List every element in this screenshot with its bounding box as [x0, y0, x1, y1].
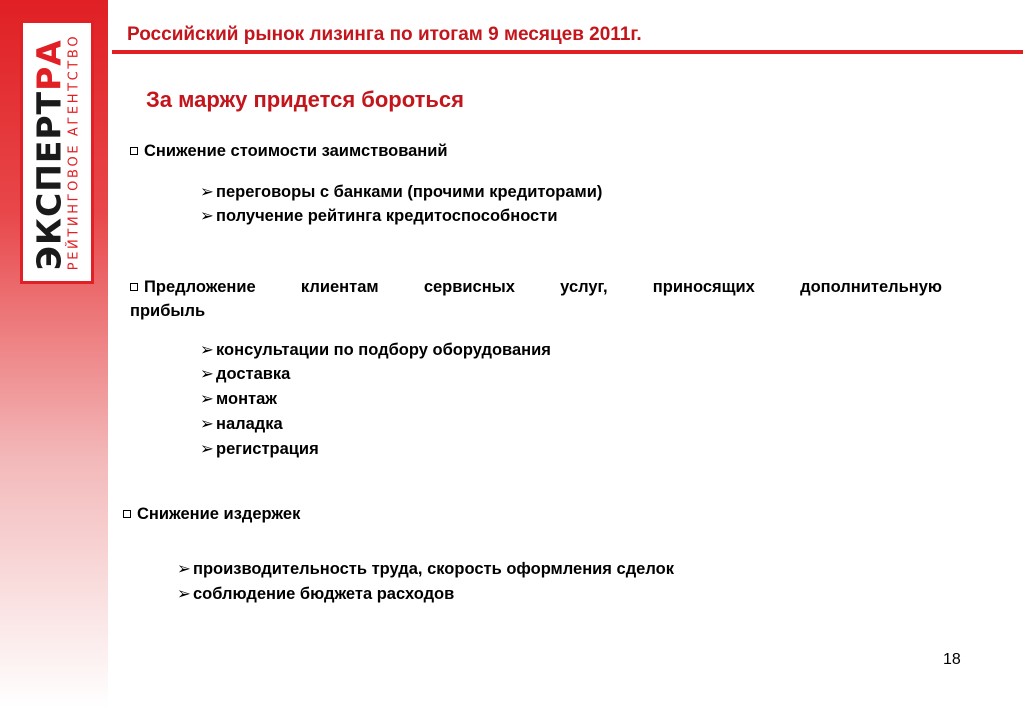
arrow-bullet-icon: ➢ [200, 415, 214, 433]
list-item: ➢ производительность труда, скорость оформления сделок [177, 557, 674, 581]
header-divider [112, 50, 1023, 54]
arrow-bullet-icon: ➢ [200, 390, 214, 408]
logo-subtitle: РЕЙТИНГОВОЕ АГЕНТСТВО [66, 33, 82, 271]
arrow-bullet-icon: ➢ [200, 341, 214, 359]
list-item: ➢ регистрация [200, 437, 319, 461]
arrow-bullet-icon: ➢ [200, 207, 214, 225]
arrow-bullet-icon: ➢ [177, 585, 191, 603]
slide-title: За маржу придется бороться [146, 87, 465, 112]
arrow-bullet-icon: ➢ [177, 560, 191, 578]
list-item: ➢ соблюдение бюджета расходов [177, 582, 454, 606]
section-2-heading-continued: прибыль [130, 302, 206, 320]
arrow-bullet-icon: ➢ [200, 365, 214, 383]
arrow-bullet-icon: ➢ [200, 183, 214, 201]
page-number: 18 [943, 651, 961, 668]
list-item: ➢ доставка [200, 362, 290, 386]
header-title: Российский рынок лизинга по итогам 9 месяцев 2011г. [127, 24, 642, 45]
list-item: ➢ монтаж [200, 387, 277, 411]
arrow-bullet-icon: ➢ [200, 440, 214, 458]
section-1-heading: Снижение стоимости заимствований [130, 139, 448, 163]
logo-main-text: ЭКСПЕРТРА [29, 39, 69, 271]
list-item: ➢ переговоры с банками (прочими кредиторами) [200, 180, 602, 204]
logo-wordmark [29, 33, 82, 271]
section-2-heading: Предложение клиентам сервисных услуг, приносящих дополнительную [130, 275, 942, 299]
list-item: ➢ получение рейтинга кредитоспособности [200, 204, 557, 228]
checkbox-bullet-icon [123, 510, 131, 518]
checkbox-bullet-icon [130, 283, 138, 291]
list-item: ➢ наладка [200, 412, 283, 436]
list-item: ➢ консультации по подбору оборудования [200, 338, 551, 362]
expert-ra-logo [20, 20, 94, 284]
section-3-heading: Снижение издержек [123, 502, 300, 526]
checkbox-bullet-icon [130, 147, 138, 155]
